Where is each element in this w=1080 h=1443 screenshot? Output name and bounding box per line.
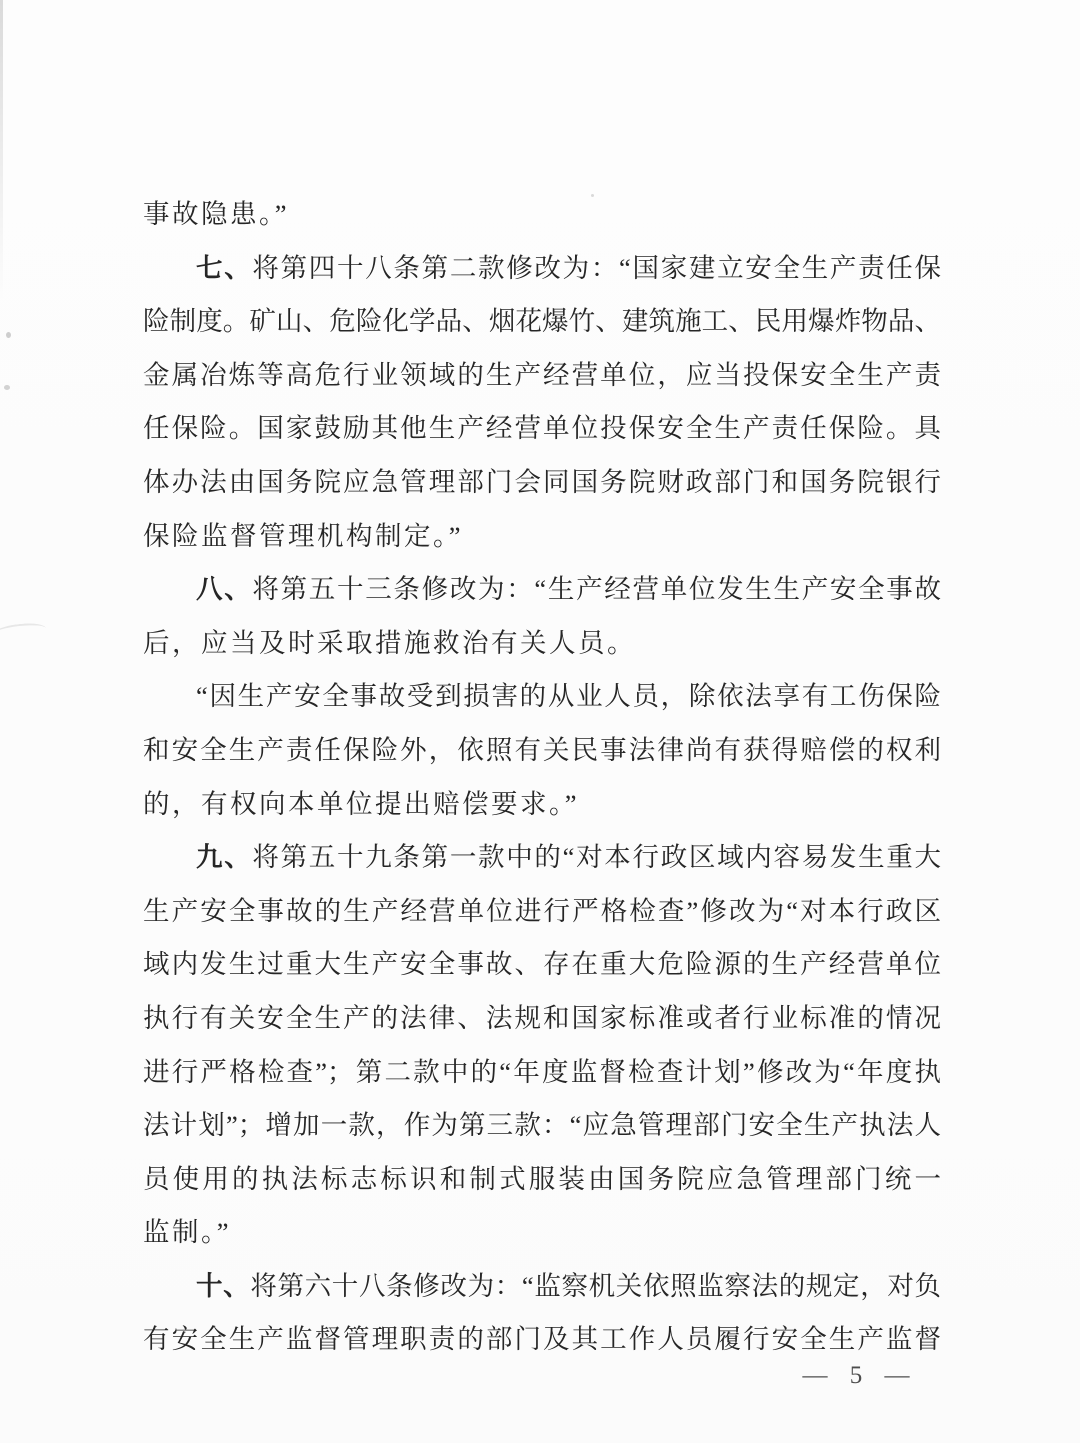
- line-text: 任保险。国家鼓励其他生产经营单位投保安全生产责任保险。具: [143, 413, 941, 444]
- line-text: 险制度。矿山、危险化学品、烟花爆竹、建筑施工、民用爆炸物品、: [143, 306, 941, 337]
- line-text: 员使用的执法标志标识和制式服装由国务院应急管理部门统一: [143, 1163, 941, 1194]
- text-line: [143, 885, 941, 939]
- line-text: “因生产安全事故受到损害的从业人员，除依法享有工伤保险: [196, 681, 941, 712]
- text-line: [143, 563, 941, 617]
- line-text: 后，应当及时采取措施救治有关人员。: [143, 627, 636, 658]
- line-text: 生产安全事故的生产经营单位进行严格检查”修改为“对本行政区: [143, 895, 941, 926]
- text-line: [143, 670, 941, 724]
- line-text: 和安全生产责任保险外，依照有关民事法律尚有获得赔偿的权利: [143, 734, 941, 765]
- text-line: [143, 831, 941, 885]
- text-line: [143, 295, 941, 349]
- scan-speck: [4, 385, 10, 390]
- line-text: 将第五十九条第一款中的“对本行政区域内容易发生重大: [252, 842, 941, 873]
- text-line: [143, 992, 941, 1046]
- line-text: 体办法由国务院应急管理部门会同国务院财政部门和国务院银行: [143, 466, 941, 497]
- line-text: 保险监督管理机构制定。”: [143, 520, 464, 551]
- page-number: — 5 —: [802, 1362, 918, 1389]
- text-line: [143, 402, 941, 456]
- text-line: [143, 349, 941, 403]
- text-line: [143, 1313, 941, 1367]
- line-text: 进行严格检查”；第二款中的“年度监督检查计划”修改为“年度执: [143, 1056, 941, 1087]
- line-text: 将第五十三条修改为：“生产经营单位发生生产安全事故: [252, 574, 941, 605]
- line-text: 金属冶炼等高危行业领域的生产经营单位，应当投保安全生产责: [143, 359, 941, 390]
- text-line: [143, 1260, 941, 1314]
- text-line: [143, 188, 941, 242]
- item-number: 十、: [196, 1270, 251, 1301]
- line-text: 将第六十八条修改为：“监察机关依照监察法的规定，对负: [250, 1270, 942, 1301]
- line-text: 将第四十八条第二款修改为：“国家建立安全生产责任保: [252, 252, 941, 283]
- text-line: [143, 456, 941, 510]
- scan-speck: [6, 332, 11, 338]
- item-number: 九、: [196, 842, 253, 873]
- text-line: [143, 1046, 941, 1100]
- scan-scratch: [0, 621, 47, 640]
- item-number: 七、: [196, 252, 253, 283]
- text-line: [143, 778, 941, 832]
- scan-edge-shadow: [0, 0, 3, 300]
- line-text: 监制。”: [143, 1217, 232, 1248]
- text-line: [143, 1099, 941, 1153]
- text-line: [143, 617, 941, 671]
- line-text: 有安全生产监督管理职责的部门及其工作人员履行安全生产监督: [143, 1324, 941, 1355]
- line-text: 域内发生过重大生产安全事故、存在重大危险源的生产经营单位: [143, 949, 941, 980]
- text-line: [143, 1206, 941, 1260]
- text-line: [143, 242, 941, 296]
- text-line: [143, 724, 941, 778]
- text-line: [143, 510, 941, 564]
- text-line: [143, 938, 941, 992]
- text-line: [143, 1153, 941, 1207]
- line-text: 的，有权向本单位提出赔偿要求。”: [143, 788, 580, 819]
- line-text: 事故隐患。”: [143, 199, 290, 229]
- document-body-text: [143, 188, 941, 1367]
- line-text: 法计划”；增加一款，作为第三款：“应急管理部门安全生产执法人: [143, 1110, 941, 1141]
- line-text: 执行有关安全生产的法律、法规和国家标准或者行业标准的情况: [143, 1002, 941, 1033]
- item-number: 八、: [196, 574, 253, 605]
